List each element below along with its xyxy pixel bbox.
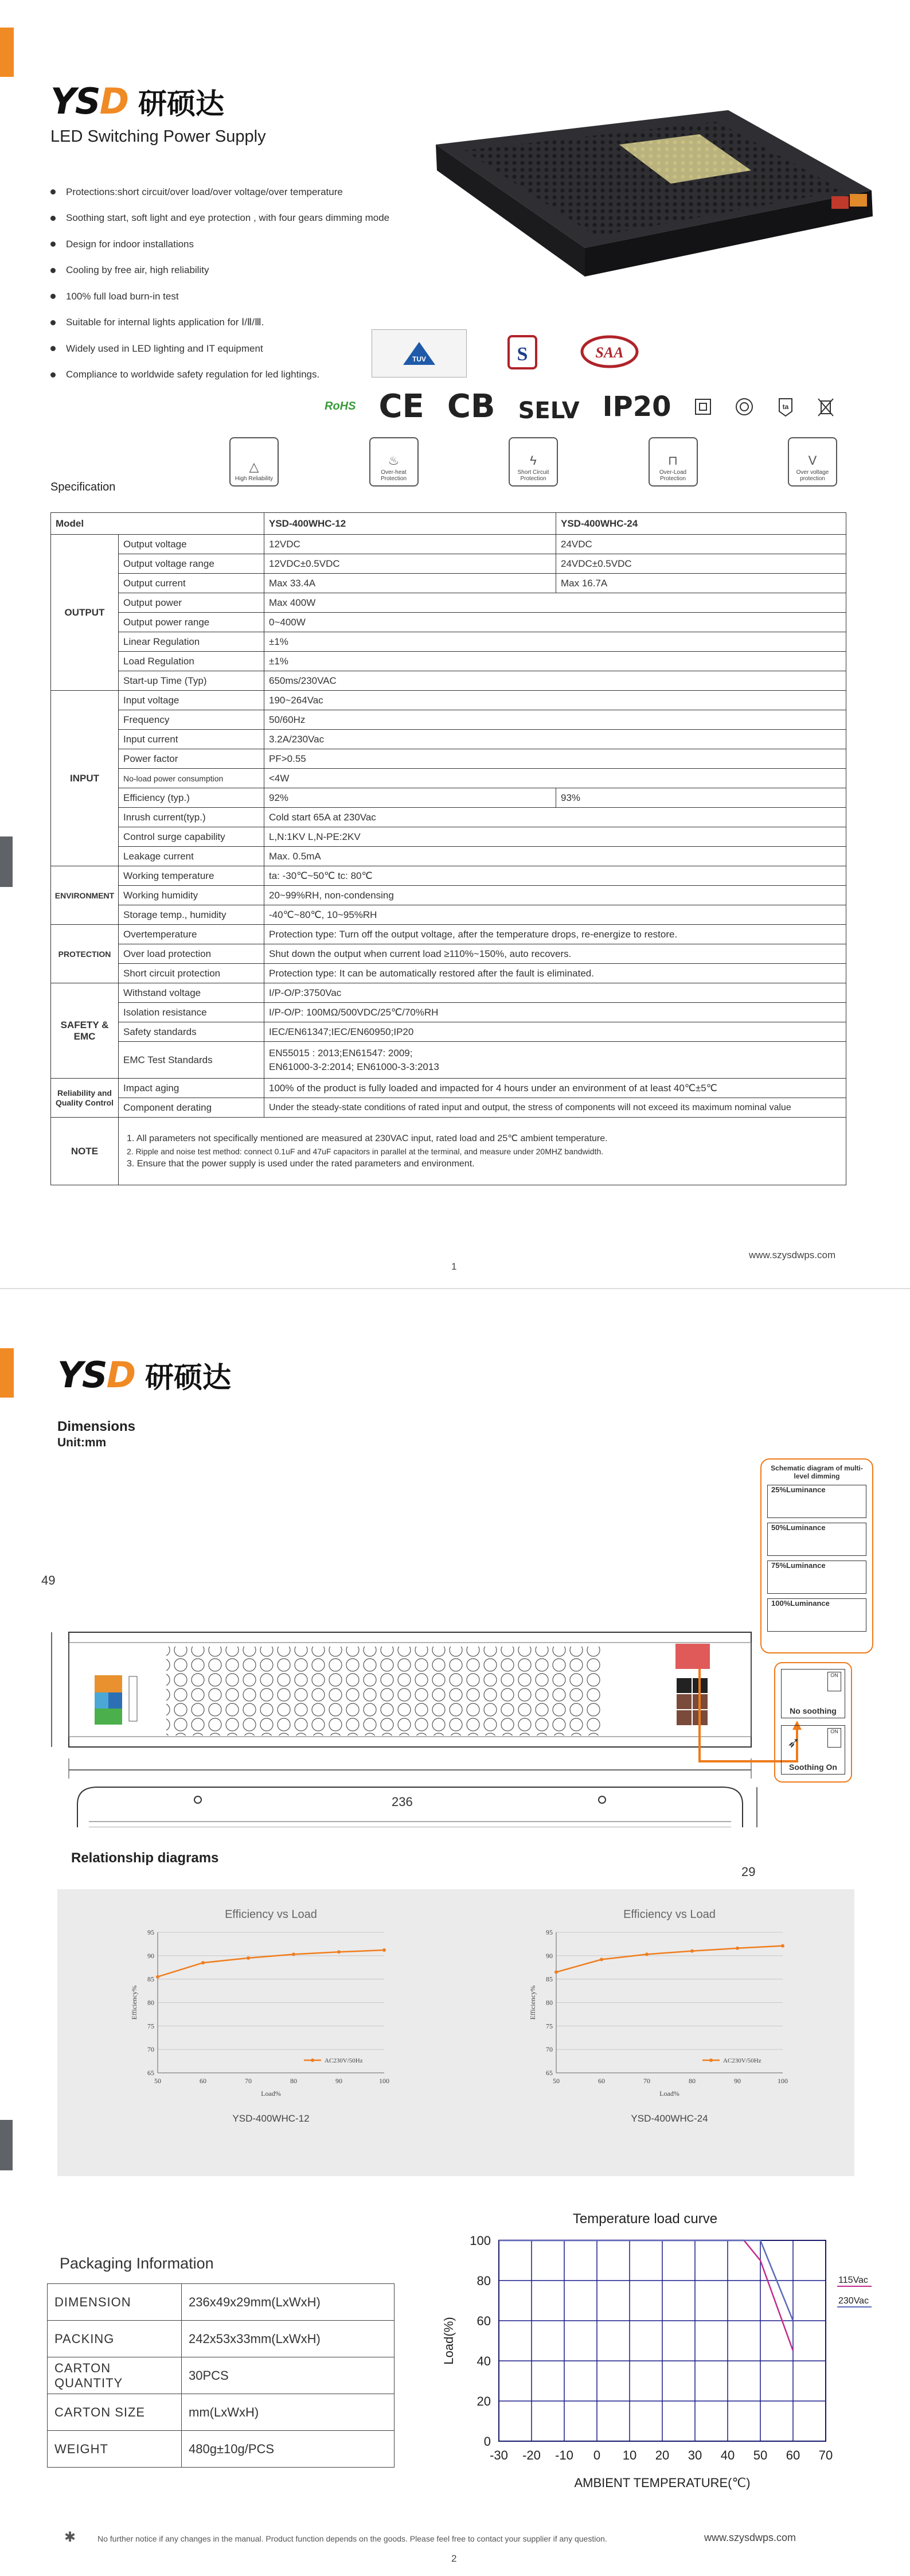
- param-value: Cold start 65A at 230Vac: [264, 808, 846, 827]
- x-tick-label: 70: [245, 2077, 252, 2085]
- table-row: [48, 2357, 395, 2394]
- param-value: Protection type: Turn off the output voltage, after the temperature drops, re-energize to restore.: [264, 925, 846, 944]
- gray-page-tab: [0, 836, 13, 887]
- param-label: Output current: [119, 574, 264, 593]
- table-row: [51, 808, 846, 827]
- param-value: 650ms/230VAC: [264, 671, 846, 691]
- product-image: [430, 104, 883, 322]
- param-label: Inrush current(typ.): [119, 808, 264, 827]
- packaging-key: WEIGHT: [48, 2431, 182, 2468]
- certification-row-top: [372, 329, 641, 378]
- over-load-protection-icon: ⊓ Over-Load Protection: [649, 437, 698, 487]
- feature-item: Suitable for internal lights application for Ⅰ/Ⅱ/Ⅲ.: [50, 310, 389, 336]
- param-label: Input current: [119, 730, 264, 749]
- param-label: Short circuit protection: [119, 964, 264, 983]
- chart-title: Efficiency vs Load: [225, 1908, 317, 1921]
- packaging-key: PACKING: [48, 2321, 182, 2357]
- param-label: Power factor: [119, 749, 264, 769]
- packaging-key: CARTON SIZE: [48, 2394, 182, 2431]
- logo-chinese: 研硕达: [138, 87, 225, 120]
- param-value: ±1%: [264, 632, 846, 652]
- param-value: [264, 1042, 846, 1079]
- data-point: [247, 1956, 250, 1960]
- table-row: [51, 983, 846, 1003]
- note-line: 2. Ripple and noise test method: connect 0.1uF and 47uF capacitors in parallel at the terminal, and measure under 20MHZ bandwidth.: [127, 1146, 604, 1156]
- y-tick-label: 95: [546, 1928, 553, 1936]
- no-soothing-label: No soothing: [790, 1706, 837, 1715]
- y-tick-label: 75: [546, 2022, 553, 2030]
- asterisk-icon: ✱: [64, 2530, 76, 2545]
- chart-title: Efficiency vs Load: [623, 1908, 716, 1921]
- table-row: [51, 1042, 846, 1079]
- packaging-title: Packaging Information: [60, 2255, 214, 2272]
- param-label: EMC Test Standards: [119, 1042, 264, 1079]
- table-row: [51, 749, 846, 769]
- x-tick-label: -30: [490, 2448, 508, 2462]
- table-row: [48, 2394, 395, 2431]
- website-url[interactable]: www.szysdwps.com: [704, 2532, 796, 2543]
- rohs-mark-icon: RoHS: [325, 400, 356, 413]
- arrow-icon: ➶: [787, 1734, 800, 1751]
- param-label: Output power range: [119, 613, 264, 632]
- protection-label: Over-heat Protection: [380, 469, 407, 482]
- group-environment: ENVIRONMENT: [51, 866, 119, 925]
- product-subtitle: LED Switching Power Supply: [50, 127, 266, 146]
- temperature-load-chart: [436, 2200, 895, 2499]
- feature-item: Protections:short circuit/over load/over voltage/over temperature: [50, 179, 389, 205]
- legend-label: 230Vac: [838, 2296, 869, 2306]
- gray-page-tab: [0, 2120, 13, 2170]
- table-row: [51, 1079, 846, 1098]
- table-row: [51, 632, 846, 652]
- param-value: -40℃~80℃, 10~95%RH: [264, 905, 846, 925]
- dimming-schematic-box: [760, 1458, 873, 1653]
- feature-list: [50, 179, 389, 388]
- packaging-value: 236x49x29mm(LxWxH): [182, 2284, 395, 2321]
- x-tick-label: 60: [200, 2077, 206, 2085]
- x-tick-label: 90: [734, 2077, 741, 2085]
- feature-item: Widely used in LED lighting and IT equipment: [50, 336, 389, 362]
- x-tick-label: 20: [655, 2448, 670, 2462]
- schematic-title: Schematic diagram of multi-level dimming: [771, 1464, 863, 1480]
- x-tick-label: -10: [555, 2448, 573, 2462]
- logo-latin: YSD: [50, 80, 128, 122]
- param-value: 24VDC: [556, 535, 846, 554]
- param-label: Load Regulation: [119, 652, 264, 671]
- param-value: I/P-O/P:3750Vac: [264, 983, 846, 1003]
- packaging-value: 480g±10g/PCS: [182, 2431, 395, 2468]
- y-tick-label: 60: [477, 2314, 491, 2328]
- y-tick-label: 0: [483, 2434, 491, 2449]
- protection-label: Short Circuit Protection: [517, 469, 549, 482]
- transformer-icon: [735, 397, 754, 417]
- feature-item: Soothing start, soft light and eye protection , with four gears dimming mode: [50, 205, 389, 232]
- x-tick-label: 50: [154, 2077, 161, 2085]
- param-label: Storage temp., humidity: [119, 905, 264, 925]
- x-tick-label: 30: [688, 2448, 702, 2462]
- param-label: Control surge capability: [119, 827, 264, 847]
- y-tick-label: 40: [477, 2354, 491, 2368]
- protection-label: Over-Load Protection: [659, 469, 687, 482]
- series-line: [499, 2240, 793, 2351]
- param-label: Frequency: [119, 710, 264, 730]
- packaging-value: mm(LxWxH): [182, 2394, 395, 2431]
- table-row: [51, 847, 846, 866]
- page-number: 1: [451, 1261, 457, 1272]
- table-row: [51, 574, 846, 593]
- y-axis-label: Efficiency%: [130, 1985, 138, 2020]
- group-output: OUTPUT: [51, 535, 119, 691]
- table-row: [51, 827, 846, 847]
- dimming-level-label: 100%Luminance: [771, 1599, 830, 1608]
- protection-label: High Reliability: [235, 476, 274, 482]
- table-row: [51, 1003, 846, 1022]
- table-row: [51, 925, 846, 944]
- y-tick-label: 80: [147, 1998, 154, 2007]
- param-value: 92%: [264, 788, 556, 808]
- param-value: IEC/EN61347;IEC/EN60950;IP20: [264, 1022, 846, 1042]
- certification-row-main: [325, 388, 834, 425]
- switch-on-label: ON: [830, 1729, 838, 1734]
- x-axis-label: AMBIENT TEMPERATURE(℃): [574, 2476, 751, 2490]
- table-row: [48, 2284, 395, 2321]
- param-label: Safety standards: [119, 1022, 264, 1042]
- y-tick-label: 80: [546, 1998, 553, 2007]
- dimensions-unit: Unit:mm: [57, 1436, 107, 1449]
- tuv-mark-icon: [372, 329, 467, 378]
- x-tick-label: 40: [720, 2448, 735, 2462]
- param-label: Efficiency (typ.): [119, 788, 264, 808]
- soothing-on-label: Soothing On: [789, 1762, 837, 1772]
- param-value: ta: -30℃~50℃ tc: 80℃: [264, 866, 846, 886]
- data-point: [201, 1961, 205, 1964]
- efficiency-charts-panel: [57, 1889, 854, 2176]
- param-value: 50/60Hz: [264, 710, 846, 730]
- table-header-row: [51, 513, 846, 535]
- model-1-header: YSD-400WHC-12: [264, 513, 556, 535]
- data-point: [690, 1949, 694, 1953]
- switch-icon: [827, 1728, 841, 1748]
- double-insulation-icon: [694, 398, 712, 415]
- x-tick-label: 70: [643, 2077, 650, 2085]
- dimming-level-75: [767, 1561, 866, 1594]
- x-axis-label: Load%: [261, 2089, 281, 2098]
- feature-item: Cooling by free air, high reliability: [50, 258, 389, 284]
- param-value: ±1%: [264, 652, 846, 671]
- notes-cell: [119, 1118, 846, 1185]
- datasheet-page-2: [0, 1288, 910, 2576]
- specification-table: [50, 512, 846, 1185]
- y-tick-label: 100: [470, 2233, 491, 2248]
- param-value: 190~264Vac: [264, 691, 846, 710]
- y-tick-label: 90: [147, 1951, 154, 1960]
- chart-title: Temperature load curve: [572, 2211, 718, 2227]
- note-line: 1. All parameters not specifically mentioned are measured at 230VAC input, rated load and 25℃ ambient temperature.: [127, 1133, 608, 1143]
- param-label: Leakage current: [119, 847, 264, 866]
- dim-width-label: 236: [392, 1795, 413, 1809]
- param-value: Max 400W: [264, 593, 846, 613]
- packaging-value: 30PCS: [182, 2357, 395, 2394]
- param-value: Under the steady-state conditions of rated input and output, the stress of components will not exceed its maximum nominal value: [264, 1098, 846, 1118]
- selv-mark-icon: SELV: [518, 397, 580, 424]
- x-tick-label: 80: [290, 2077, 297, 2085]
- page-number: 2: [451, 2553, 457, 2564]
- data-point: [337, 1950, 341, 1954]
- y-axis-label: Load(%): [442, 2317, 456, 2365]
- y-tick-label: 20: [477, 2394, 491, 2408]
- table-row: [51, 1022, 846, 1042]
- x-tick-label: 60: [786, 2448, 800, 2462]
- y-tick-label: 65: [147, 2069, 154, 2077]
- table-row: [51, 671, 846, 691]
- param-value: 0~400W: [264, 613, 846, 632]
- s-mark-label: S: [517, 344, 528, 365]
- page-divider: [0, 1288, 910, 1289]
- dim-height-label: 49: [41, 1573, 56, 1587]
- dimensions-title: Dimensions: [57, 1419, 136, 1434]
- logo-latin: YSD: [57, 1354, 135, 1396]
- param-label: Over load protection: [119, 944, 264, 964]
- param-value: Max 33.4A: [264, 574, 556, 593]
- data-point: [781, 1944, 784, 1948]
- param-value: Max. 0.5mA: [264, 847, 846, 866]
- table-row: [51, 886, 846, 905]
- x-tick-label: 100: [778, 2077, 788, 2085]
- efficiency-chart-24v: [525, 1901, 846, 2142]
- over-voltage-protection-icon: V Over voltage protection: [788, 437, 837, 487]
- data-point: [292, 1952, 295, 1956]
- dimming-level-25: [767, 1485, 866, 1518]
- packaging-table: [47, 2283, 395, 2468]
- protection-label: Over voltage protection: [796, 469, 829, 482]
- protection-icons: [229, 437, 837, 487]
- param-value: Protection type: It can be automatically restored after the fault is eliminated.: [264, 964, 846, 983]
- param-value: Max 16.7A: [556, 574, 846, 593]
- relationship-title: Relationship diagrams: [71, 1850, 219, 1866]
- website-url[interactable]: www.szysdwps.com: [749, 1250, 836, 1260]
- dim-depth-label: 29: [741, 1865, 756, 1879]
- y-tick-label: 85: [546, 1975, 553, 1983]
- table-row: [51, 769, 846, 788]
- dimming-level-50: [767, 1523, 866, 1556]
- emc-standard-line: EN61000-3-2:2014; EN61000-3-3:2013: [269, 1061, 439, 1072]
- data-point: [382, 1948, 386, 1952]
- dimming-level-label: 75%Luminance: [771, 1561, 826, 1570]
- param-label: Working temperature: [119, 866, 264, 886]
- table-row: [48, 2431, 395, 2468]
- y-tick-label: 95: [147, 1928, 154, 1936]
- data-point: [554, 1970, 558, 1974]
- model-2-header: YSD-400WHC-24: [556, 513, 846, 535]
- packaging-key: CARTON QUANTITY: [48, 2357, 182, 2394]
- param-value: 3.2A/230Vac: [264, 730, 846, 749]
- param-label: Withstand voltage: [119, 983, 264, 1003]
- orange-page-tab: [0, 1348, 14, 1398]
- data-point: [645, 1952, 649, 1956]
- table-row: [48, 2321, 395, 2357]
- y-tick-label: 65: [546, 2069, 553, 2077]
- note-line: 3. Ensure that the power supply is used under the rated parameters and environment.: [127, 1158, 475, 1169]
- short-circuit-protection-icon: ϟ Short Circuit Protection: [509, 437, 558, 487]
- param-label: Isolation resistance: [119, 1003, 264, 1022]
- table-row: [51, 1098, 846, 1118]
- x-tick-label: 50: [753, 2448, 768, 2462]
- table-row: [51, 866, 846, 886]
- data-point: [600, 1958, 603, 1961]
- x-tick-label: -20: [522, 2448, 541, 2462]
- param-label: Impact aging: [119, 1079, 264, 1098]
- ip20-mark-icon: IP20: [602, 390, 671, 423]
- soothing-box: [774, 1662, 852, 1783]
- param-value: 24VDC±0.5VDC: [556, 554, 846, 574]
- param-value: 12VDC: [264, 535, 556, 554]
- over-heat-protection-icon: ♨ Over-heat Protection: [369, 437, 419, 487]
- dimming-level-100: [767, 1598, 866, 1632]
- group-note: NOTE: [51, 1118, 119, 1185]
- footer-note: No further notice if any changes in the manual. Product function depends on the goods. Please feel free to contact your supplier if any question.: [97, 2534, 607, 2543]
- company-logo: [50, 80, 224, 122]
- company-logo: [57, 1354, 231, 1396]
- saa-mark-label: SAA: [595, 344, 624, 361]
- param-value: 12VDC±0.5VDC: [264, 554, 556, 574]
- x-tick-label: 60: [598, 2077, 605, 2085]
- table-row: [51, 788, 846, 808]
- param-value: 100% of the product is fully loaded and impacted for 4 hours under an environment of at least 40℃±5℃: [264, 1079, 846, 1098]
- feature-item: 100% full load burn-in test: [50, 283, 389, 310]
- table-row: [51, 554, 846, 574]
- feature-item: Compliance to worldwide safety regulation for led lightings.: [50, 362, 389, 388]
- x-tick-label: 90: [335, 2077, 342, 2085]
- dimming-level-label: 25%Luminance: [771, 1485, 826, 1494]
- orange-page-tab: [0, 28, 14, 77]
- param-value: Shut down the output when current load ≥110%~150%, auto recovers.: [264, 944, 846, 964]
- y-tick-label: 80: [477, 2274, 491, 2288]
- chart-caption: YSD-400WHC-24: [631, 2113, 708, 2124]
- legend-label: AC230V/50Hz: [723, 2057, 761, 2064]
- group-protection: PROTECTION: [51, 925, 119, 983]
- x-axis-label: Load%: [659, 2089, 679, 2098]
- x-tick-label: 50: [553, 2077, 560, 2085]
- table-row: [51, 964, 846, 983]
- specification-title: Specification: [50, 481, 116, 493]
- table-row: [51, 613, 846, 632]
- param-value: L,N:1KV L,N-PE:2KV: [264, 827, 846, 847]
- y-tick-label: 70: [147, 2045, 154, 2054]
- param-label: Start-up Time (Typ): [119, 671, 264, 691]
- y-tick-label: 70: [546, 2045, 553, 2054]
- temperature-mark-icon: [777, 396, 794, 417]
- table-row: [51, 652, 846, 671]
- param-value: <4W: [264, 769, 846, 788]
- switch-on-label: ON: [830, 1672, 838, 1678]
- s-mark-icon: [502, 329, 542, 378]
- chart-caption: YSD-400WHC-12: [232, 2113, 310, 2124]
- weee-bin-icon: [817, 396, 834, 417]
- legend-marker: [709, 2059, 713, 2062]
- table-row: [51, 905, 846, 925]
- param-label: Linear Regulation: [119, 632, 264, 652]
- param-value: I/P-O/P: 100MΩ/500VDC/25℃/70%RH: [264, 1003, 846, 1022]
- svg-text:ta: ta: [782, 402, 788, 411]
- switch-icon: [827, 1672, 841, 1691]
- dimension-drawing: [34, 1449, 883, 1827]
- efficiency-chart-12v: [126, 1901, 447, 2142]
- series-line: [158, 1950, 384, 1977]
- table-row: [51, 535, 846, 554]
- param-label: Input voltage: [119, 691, 264, 710]
- param-label: Overtemperature: [119, 925, 264, 944]
- x-tick-label: 100: [379, 2077, 389, 2085]
- param-value: 20~99%RH, non-condensing: [264, 886, 846, 905]
- group-reliability: Reliability and Quality Control: [51, 1079, 119, 1118]
- tuv-mark-label: TUV: [412, 355, 426, 363]
- y-tick-label: 90: [546, 1951, 553, 1960]
- y-axis-label: Efficiency%: [529, 1985, 537, 2020]
- y-tick-label: 85: [147, 1975, 154, 1983]
- legend-label: AC230V/50Hz: [325, 2057, 363, 2064]
- table-row: [51, 1118, 846, 1185]
- legend-label: 115Vac: [838, 2275, 868, 2285]
- packaging-key: DIMENSION: [48, 2284, 182, 2321]
- param-value: 93%: [556, 788, 846, 808]
- x-tick-label: 80: [689, 2077, 696, 2085]
- saa-mark-icon: [578, 329, 641, 378]
- packaging-value: 242x53x33mm(LxWxH): [182, 2321, 395, 2357]
- data-point: [736, 1947, 739, 1950]
- param-label: Component derating: [119, 1098, 264, 1118]
- param-label: No-load power consumption: [119, 769, 264, 788]
- dimming-level-label: 50%Luminance: [771, 1523, 826, 1532]
- no-soothing-panel: [781, 1669, 845, 1718]
- group-safety-emc: SAFETY & EMC: [51, 983, 119, 1079]
- model-header: Model: [51, 513, 264, 535]
- x-tick-label: 0: [593, 2448, 601, 2462]
- group-input: INPUT: [51, 691, 119, 866]
- table-row: [51, 710, 846, 730]
- x-tick-label: 10: [622, 2448, 637, 2462]
- x-tick-label: 70: [818, 2448, 833, 2462]
- table-row: [51, 730, 846, 749]
- legend-marker: [311, 2059, 314, 2062]
- table-row: [51, 691, 846, 710]
- high-reliability-icon: △ High Reliability: [229, 437, 279, 487]
- table-row: [51, 944, 846, 964]
- param-label: Output voltage: [119, 535, 264, 554]
- table-row: [51, 593, 846, 613]
- data-point: [156, 1975, 159, 1979]
- param-label: Output power: [119, 593, 264, 613]
- emc-standard-line: EN55015 : 2013;EN61547: 2009;: [269, 1047, 413, 1059]
- param-label: Working humidity: [119, 886, 264, 905]
- feature-item: Design for indoor installations: [50, 231, 389, 258]
- param-label: Output voltage range: [119, 554, 264, 574]
- cb-mark-icon: CB: [447, 388, 495, 425]
- ce-mark-icon: CE: [378, 388, 424, 425]
- soothing-on-panel: [781, 1725, 845, 1775]
- logo-chinese: 研硕达: [145, 1360, 232, 1394]
- series-line: [556, 1946, 783, 1972]
- y-tick-label: 75: [147, 2022, 154, 2030]
- param-value: PF>0.55: [264, 749, 846, 769]
